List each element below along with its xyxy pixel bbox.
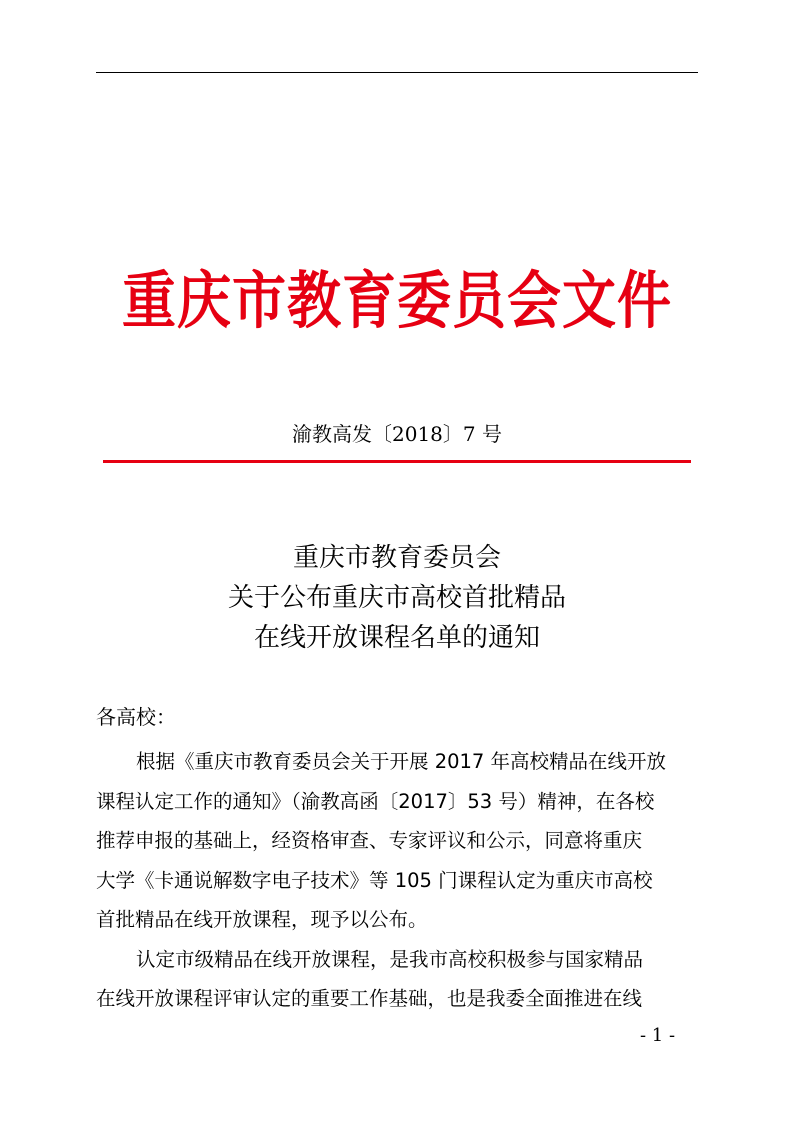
top-black-rule: [96, 72, 698, 73]
body-text: [96, 742, 700, 1019]
red-separator-rule: [103, 460, 691, 463]
paragraph-line: 首批精品在线开放课程，现予以公布。: [96, 908, 428, 931]
title-line: 在线开放课程名单的通知: [253, 623, 540, 653]
paragraph-line: 大学《卡通说解数字电子技术》等 105 门课程认定为重庆市高校: [96, 868, 653, 892]
document-number: 渝教高发〔2018〕7 号: [292, 422, 502, 446]
paragraph-line: 课程认定工作的通知》（渝教高函〔2017〕53 号）精神，在各校: [96, 789, 655, 813]
paragraph-line: 在线开放课程评审认定的重要工作基础，也是我委全面推进在线: [96, 987, 643, 1010]
title-line: 关于公布重庆市高校首批精品: [227, 583, 566, 613]
page-number: - 1 -: [640, 1025, 676, 1046]
paragraph-line: 根据《重庆市教育委员会关于开展 2017 年高校精品在线开放: [136, 750, 667, 773]
title-line: 重庆市教育委员会: [292, 543, 501, 573]
paragraph-line: 认定市级精品在线开放课程，是我市高校积极参与国家精品: [136, 947, 644, 971]
salutation: 各高校：: [96, 705, 176, 729]
document-title: [96, 538, 698, 658]
issuer-masthead: 重庆市教育委员会文件: [122, 264, 672, 337]
paragraph-line: 推荐申报的基础上，经资格审查、专家评议和公示，同意将重庆: [96, 829, 643, 852]
